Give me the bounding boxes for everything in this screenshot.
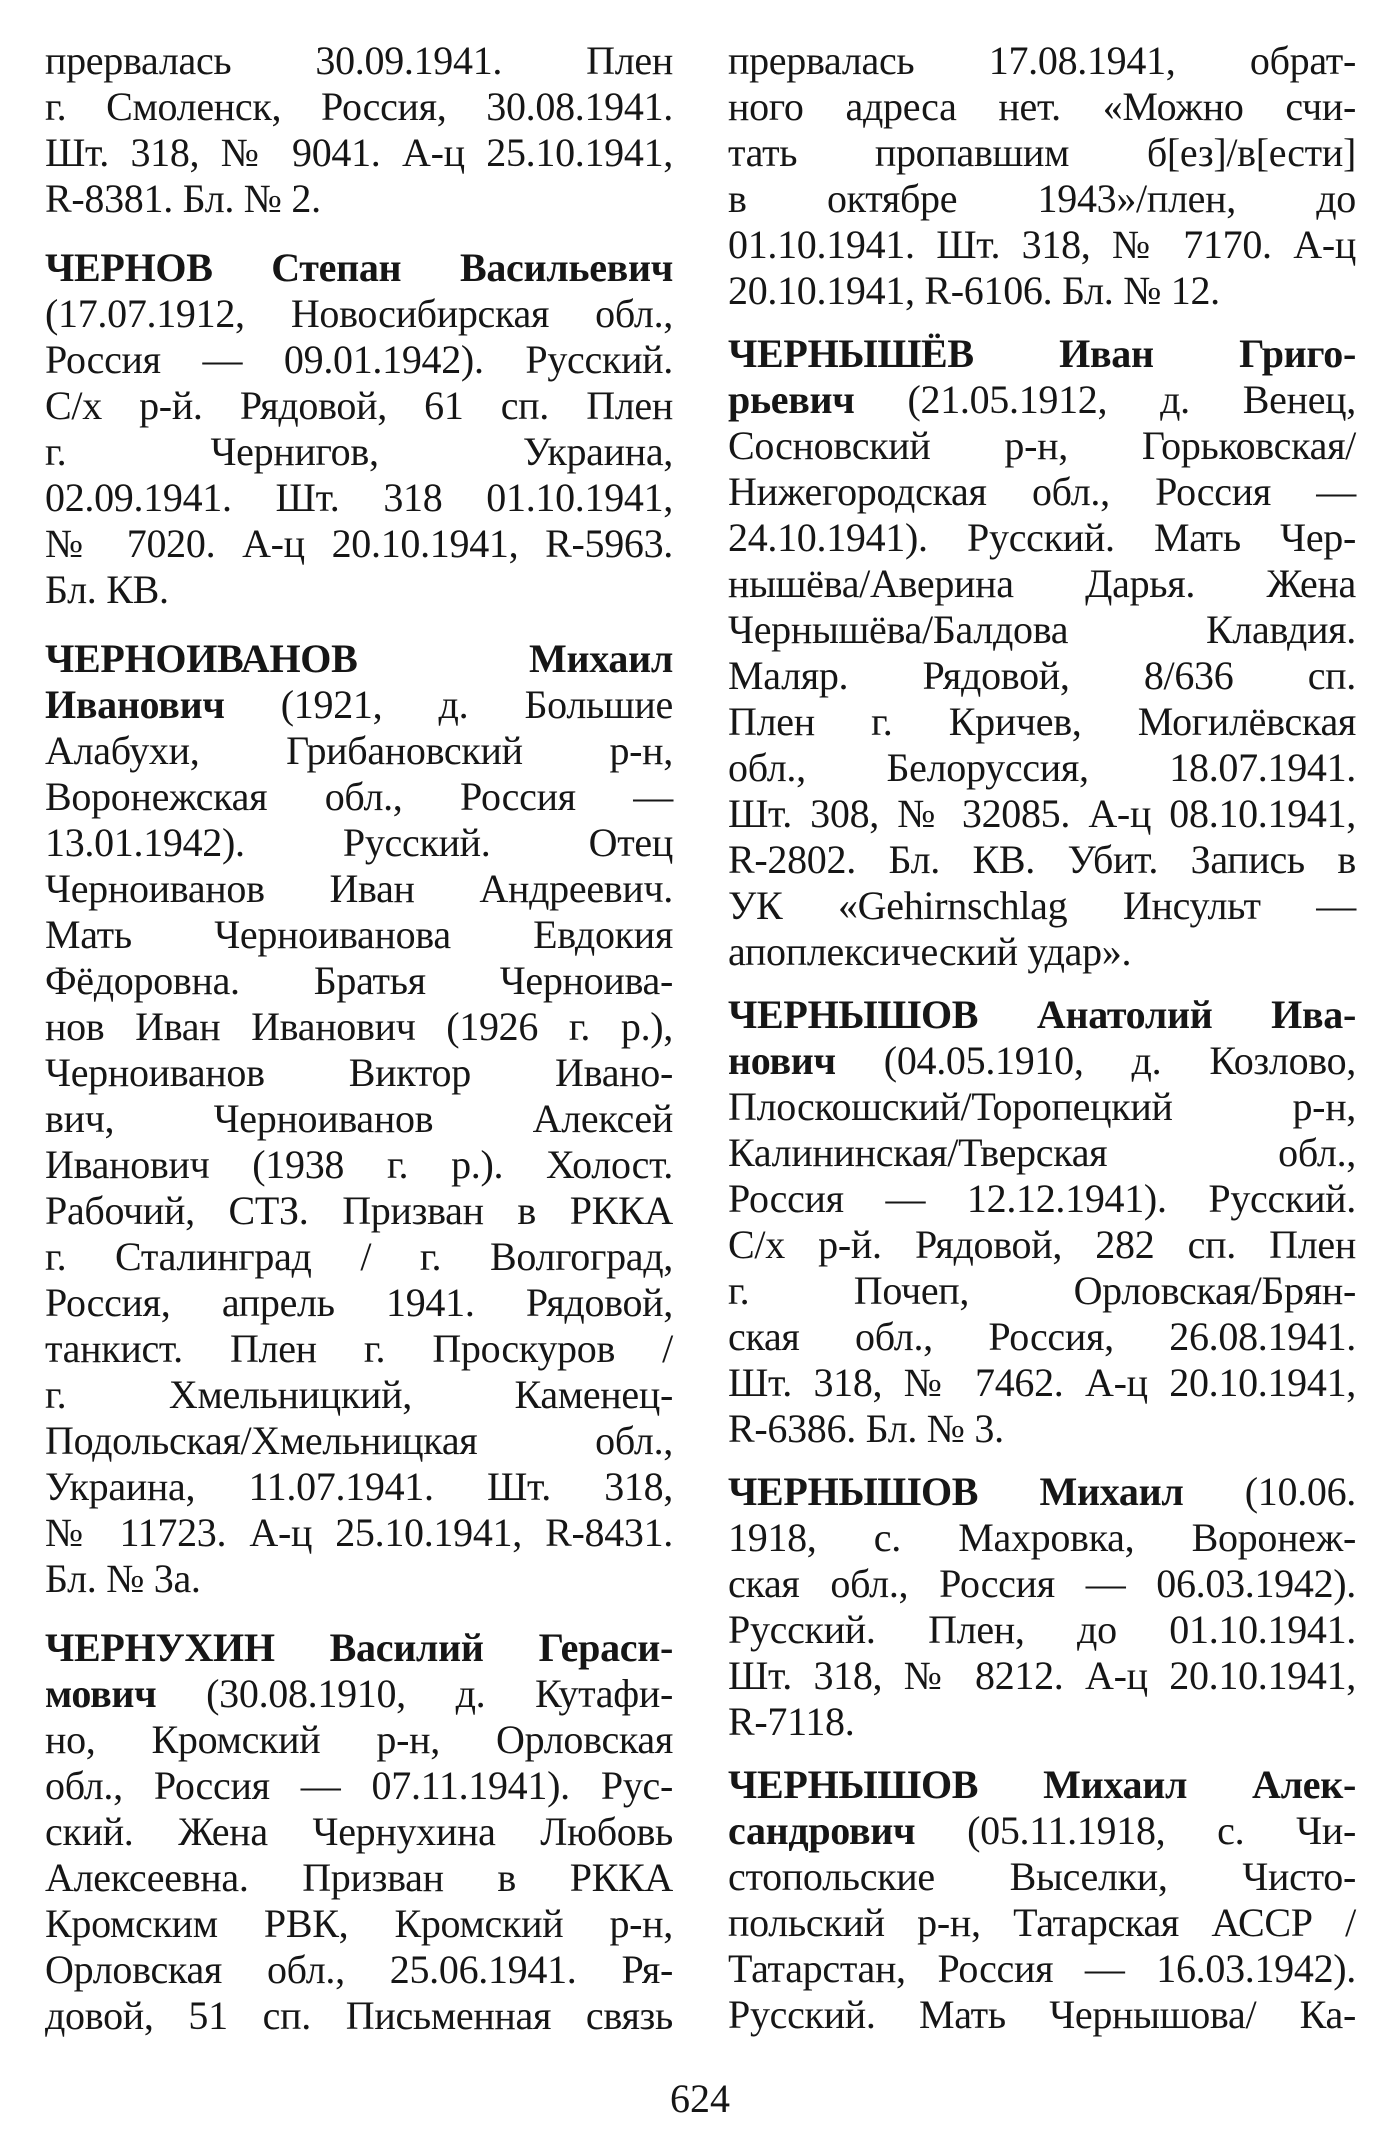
text-line: Подольская/Хмельницкая обл., bbox=[45, 1418, 673, 1463]
text-line: № 7020. А-ц 20.10.1941, R-5963. bbox=[45, 521, 673, 566]
text-line bbox=[728, 992, 1356, 1038]
headword-bold: рьевич bbox=[728, 377, 855, 422]
text-line: Русский. Мать Чернышова/ Ка- bbox=[728, 1992, 1356, 2037]
text-line: Орловская обл., 25.06.1941. Ря- bbox=[45, 1947, 673, 1992]
page-number: 624 bbox=[670, 2076, 730, 2121]
headword-bold: сандрович bbox=[728, 1808, 916, 1853]
text-line: г. Смоленск, Россия, 30.08.1941. bbox=[45, 84, 673, 129]
text-line: Алексеевна. Призван в РККА bbox=[45, 1855, 673, 1900]
text-line: Мать Черноиванова Евдокия bbox=[45, 912, 673, 957]
text-line: Кромским РВК, Кромский р-н, bbox=[45, 1901, 673, 1946]
text-line: вич, Черноиванов Алексей bbox=[45, 1096, 673, 1141]
right-column bbox=[728, 38, 1356, 2055]
text-line: Бл. № 3а. bbox=[45, 1556, 201, 1601]
text-columns bbox=[45, 38, 1356, 2055]
text-line: ного адреса нет. «Можно счи- bbox=[728, 84, 1356, 129]
text-line: R-2802. Бл. КВ. Убит. Запись в bbox=[728, 837, 1356, 882]
text-line: 20.10.1941, R-6106. Бл. № 12. bbox=[728, 268, 1220, 313]
text-line: R-7118. bbox=[728, 1699, 855, 1744]
headword-bold: ЧЕРНЫШЁВ Иван Григо- bbox=[728, 331, 1356, 376]
text-line: нович (04.05.1910, д. Козлово, bbox=[728, 1038, 1356, 1083]
text-line: довой, 51 сп. Письменная связь bbox=[45, 1993, 673, 2038]
text-line: обл., Белоруссия, 18.07.1941. bbox=[728, 745, 1356, 790]
headword-bold: Иванович bbox=[45, 682, 225, 727]
text-line: нышёва/Аверина Дарья. Жена bbox=[728, 561, 1356, 606]
text-line: ский. Жена Чернухина Любовь bbox=[45, 1809, 673, 1854]
text-line: г. Хмельницкий, Каменец- bbox=[45, 1372, 673, 1417]
text-line: Калининская/Тверская обл., bbox=[728, 1130, 1356, 1175]
text-line: апоплексический удар». bbox=[728, 929, 1132, 974]
text-line: г. Чернигов, Украина, bbox=[45, 429, 673, 474]
entry bbox=[728, 331, 1356, 975]
text-line: сандрович (05.11.1918, с. Чи- bbox=[728, 1808, 1356, 1853]
text-line: ская обл., Россия — 06.03.1942). bbox=[728, 1561, 1356, 1606]
text-line: Фёдоровна. Братья Черноива- bbox=[45, 958, 673, 1003]
text-line: С/х р-й. Рядовой, 61 сп. Плен bbox=[45, 383, 673, 428]
headword-bold: ЧЕРНУХИН Василий Гераси- bbox=[45, 1625, 673, 1670]
text-line: Россия, апрель 1941. Рядовой, bbox=[45, 1280, 673, 1325]
text-line: Плен г. Кричев, Могилёвская bbox=[728, 699, 1356, 744]
text-line: Черноиванов Иван Андреевич. bbox=[45, 866, 673, 911]
text-line: Плоскошский/Торопецкий р-н, bbox=[728, 1084, 1356, 1129]
text-line: танкист. Плен г. Проскуров / bbox=[45, 1326, 673, 1371]
text-line: № 11723. А-ц 25.10.1941, R-8431. bbox=[45, 1510, 673, 1555]
text-line bbox=[45, 636, 673, 682]
text-line: Черноиванов Виктор Ивано- bbox=[45, 1050, 673, 1095]
headword-bold: ЧЕРНЫШОВ Михаил Алек- bbox=[728, 1762, 1356, 1807]
text-line: Рабочий, СТЗ. Призван в РККА bbox=[45, 1188, 673, 1233]
text-line: польский р-н, Татарская АССР / bbox=[728, 1900, 1356, 1945]
text-line: стопольские Выселки, Чисто- bbox=[728, 1854, 1356, 1899]
text-line: Сосновский р-н, Горьковская/ bbox=[728, 423, 1356, 468]
entry bbox=[728, 1469, 1356, 1745]
text-line: Шт. 318, № 9041. А-ц 25.10.1941, bbox=[45, 130, 673, 175]
headword-bold: нович bbox=[728, 1038, 836, 1083]
text-line: Татарстан, Россия — 16.03.1942). bbox=[728, 1946, 1356, 1991]
text-line: 01.10.1941. Шт. 318, № 7170. А-ц bbox=[728, 222, 1356, 267]
text-line: Шт. 308, № 32085. А-ц 08.10.1941, bbox=[728, 791, 1356, 836]
text-line: обл., Россия — 07.11.1941). Рус- bbox=[45, 1763, 673, 1808]
text-line: но, Кромский р-н, Орловская bbox=[45, 1717, 673, 1762]
entry bbox=[728, 1762, 1356, 2038]
entry-continuation bbox=[45, 38, 673, 222]
text-line bbox=[728, 1762, 1356, 1808]
text-line: г. Почеп, Орловская/Брян- bbox=[728, 1268, 1356, 1313]
text-line: Шт. 318, № 7462. А-ц 20.10.1941, bbox=[728, 1360, 1356, 1405]
text-line: С/х р-й. Рядовой, 282 сп. Плен bbox=[728, 1222, 1356, 1267]
headword-bold: ЧЕРНОИВАНОВ Михаил bbox=[45, 636, 673, 681]
text-line: Россия — 12.12.1941). Русский. bbox=[728, 1176, 1356, 1221]
text-line: Иванович (1938 г. р.). Холост. bbox=[45, 1142, 673, 1187]
text-line: ская обл., Россия, 26.08.1941. bbox=[728, 1314, 1356, 1359]
entry-continuation bbox=[728, 38, 1356, 314]
entry bbox=[728, 992, 1356, 1452]
text-line: в октябре 1943»/плен, до bbox=[728, 176, 1356, 221]
text-line: R-6386. Бл. № 3. bbox=[728, 1406, 1004, 1451]
text-line: Алабухи, Грибановский р-н, bbox=[45, 728, 673, 773]
text-line: Украина, 11.07.1941. Шт. 318, bbox=[45, 1464, 673, 1509]
left-column bbox=[45, 38, 673, 2055]
headword-bold: ЧЕРНЫШОВ Михаил bbox=[728, 1469, 1184, 1514]
text-line: (17.07.1912, Новосибирская обл., bbox=[45, 291, 673, 336]
headword-bold: ЧЕРНЫШОВ Анатолий Ива- bbox=[728, 992, 1356, 1037]
text-line: 02.09.1941. Шт. 318 01.10.1941, bbox=[45, 475, 673, 520]
headword-bold: мович bbox=[45, 1671, 157, 1716]
text-line: R-8381. Бл. № 2. bbox=[45, 176, 321, 221]
text-line: 13.01.1942). Русский. Отец bbox=[45, 820, 673, 865]
text-line bbox=[45, 245, 673, 291]
text-line: рьевич (21.05.1912, д. Венец, bbox=[728, 377, 1356, 422]
headword-bold: ЧЕРНОВ Степан Васильевич bbox=[45, 245, 673, 290]
text-line: ЧЕРНЫШОВ Михаил (10.06. bbox=[728, 1469, 1357, 1514]
text-line: тать пропавшим б[ез]/в[ести] bbox=[728, 130, 1356, 175]
text-line: УК «Gehirnschlag Инсульт — bbox=[728, 883, 1356, 928]
entry bbox=[45, 636, 673, 1602]
entry bbox=[45, 1625, 673, 2039]
text-line: Россия — 09.01.1942). Русский. bbox=[45, 337, 673, 382]
text-line: нов Иван Иванович (1926 г. р.), bbox=[45, 1004, 673, 1049]
text-line: Русский. Плен, до 01.10.1941. bbox=[728, 1607, 1356, 1652]
text-line: прервалась 17.08.1941, обрат- bbox=[728, 38, 1356, 83]
text-line: 1918, с. Махровка, Воронеж- bbox=[728, 1515, 1356, 1560]
text-line: мович (30.08.1910, д. Кутафи- bbox=[45, 1671, 673, 1716]
text-line bbox=[728, 331, 1356, 377]
text-line: Маляр. Рядовой, 8/636 сп. bbox=[728, 653, 1356, 698]
text-line: Воронежская обл., Россия — bbox=[45, 774, 673, 819]
text-line: прервалась 30.09.1941. Плен bbox=[45, 38, 673, 83]
entry bbox=[45, 245, 673, 613]
text-line bbox=[45, 1625, 673, 1671]
text-line: Иванович (1921, д. Большие bbox=[45, 682, 673, 727]
text-line: Чернышёва/Балдова Клавдия. bbox=[728, 607, 1356, 652]
text-line: Шт. 318, № 8212. А-ц 20.10.1941, bbox=[728, 1653, 1356, 1698]
text-line: Бл. КВ. bbox=[45, 567, 169, 612]
text-line: 24.10.1941). Русский. Мать Чер- bbox=[728, 515, 1356, 560]
text-line: г. Сталинград / г. Волгоград, bbox=[45, 1234, 673, 1279]
text-line: Нижегородская обл., Россия — bbox=[728, 469, 1356, 514]
